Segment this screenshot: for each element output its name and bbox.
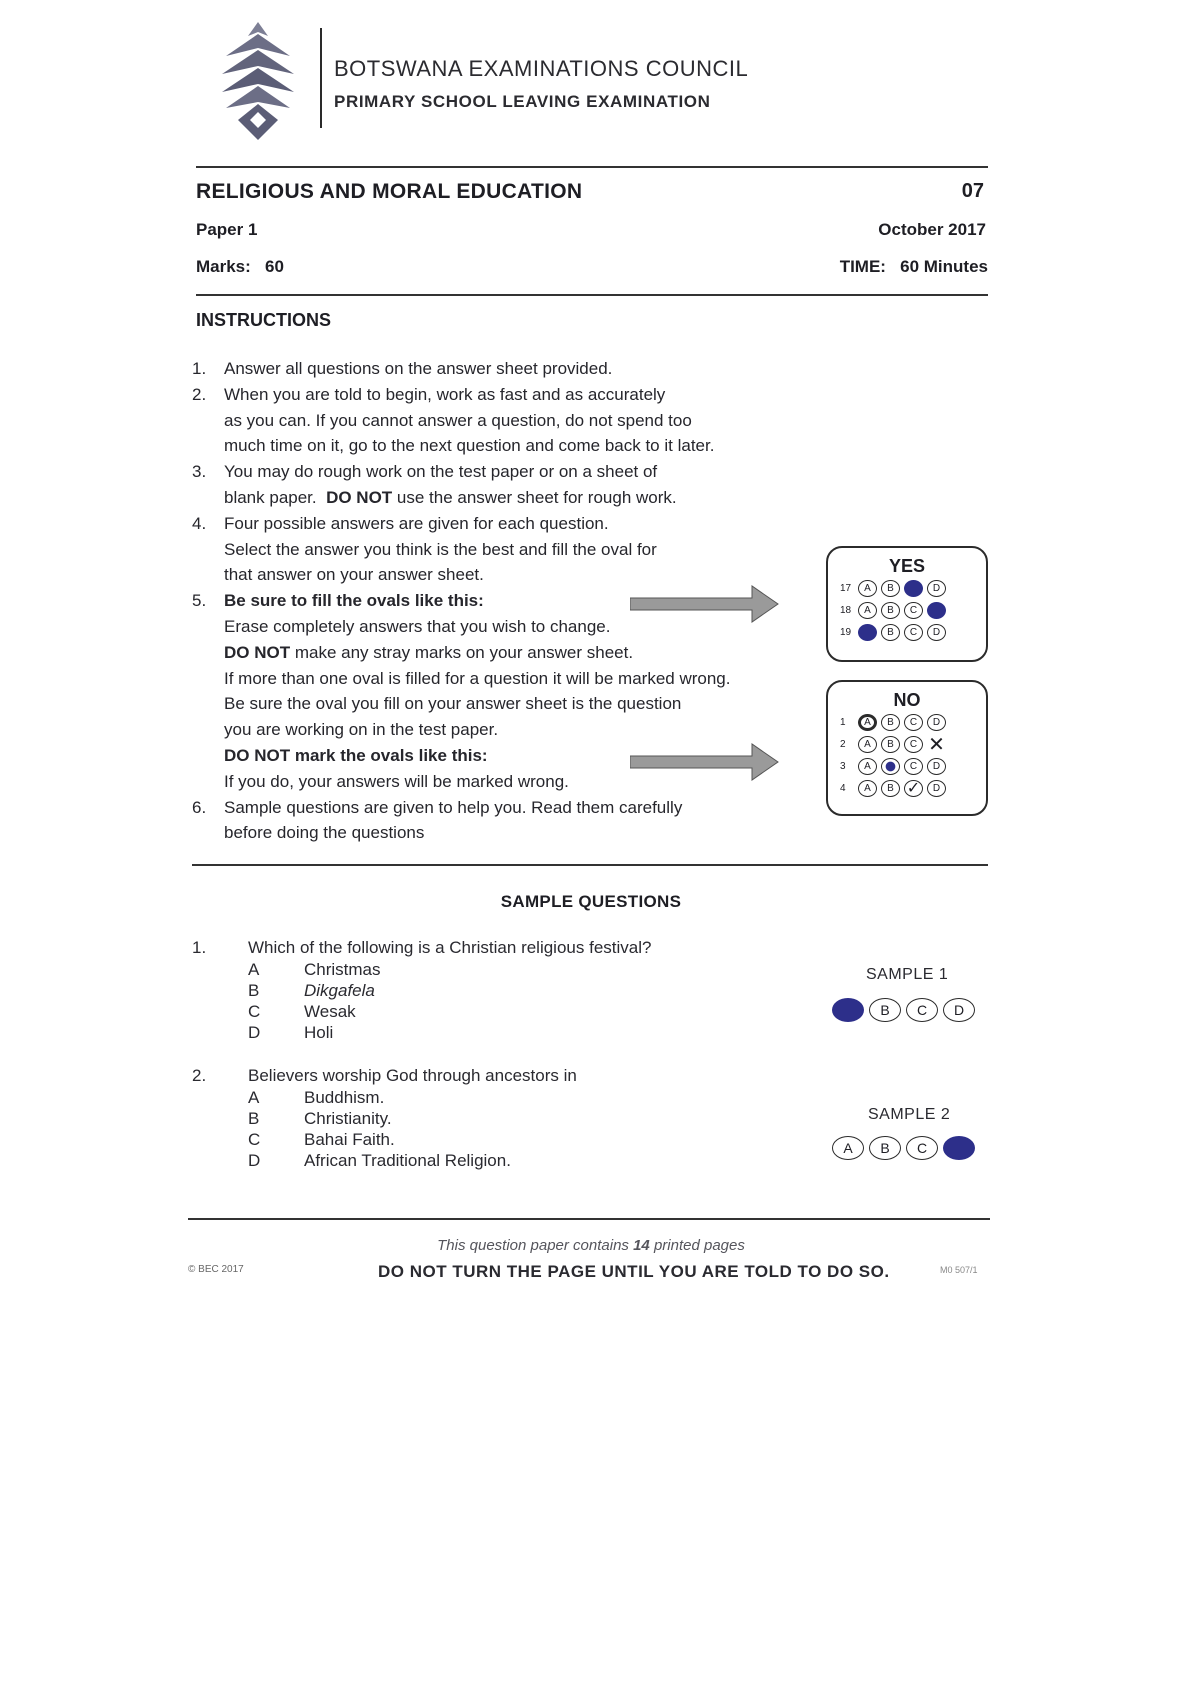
answer-oval: D xyxy=(927,580,946,597)
instruction-text: Be sure the oval you fill on your answer sheet is the question xyxy=(224,694,682,714)
no-row xyxy=(840,755,986,777)
answer-oval: B xyxy=(881,714,900,731)
answer-option xyxy=(248,1151,511,1171)
instruction-number: 5. xyxy=(192,591,207,611)
paper-reference: M0 507/1 xyxy=(940,1265,978,1275)
yes-row xyxy=(840,621,986,643)
answer-oval: D xyxy=(927,624,946,641)
marks-info xyxy=(196,257,284,277)
answer-bubble: A xyxy=(832,1136,864,1160)
answer-oval: C xyxy=(904,758,923,775)
organization-name: BOTSWANA EXAMINATIONS COUNCIL xyxy=(334,56,749,81)
instruction-text: Erase completely answers that you wish to change. xyxy=(224,616,611,636)
row-number: 18 xyxy=(840,604,852,616)
answer-option xyxy=(248,960,381,980)
option-text: Christmas xyxy=(304,960,381,979)
rule-instructions-end xyxy=(192,864,988,866)
instruction-text: Answer all questions on the answer sheet provided. xyxy=(224,359,613,378)
instruction-number: 6. xyxy=(192,797,207,817)
answer-oval: C xyxy=(904,736,923,753)
answer-oval: C xyxy=(904,624,923,641)
page-count-number: 14 xyxy=(633,1237,650,1254)
row-number: 17 xyxy=(840,582,852,594)
no-row xyxy=(840,711,986,733)
answer-oval: D xyxy=(927,780,946,797)
option-text: African Traditional Religion. xyxy=(304,1151,511,1170)
option-letter: D xyxy=(248,1023,261,1042)
instruction-emphasis: DO NOT xyxy=(326,487,393,507)
instruction-text-part: blank paper. xyxy=(224,487,327,507)
answer-oval: B xyxy=(881,624,900,641)
answer-oval: A xyxy=(858,758,877,775)
option-letter: D xyxy=(248,1151,261,1170)
paper-number: Paper 1 xyxy=(196,220,258,239)
arrow-right-icon xyxy=(630,584,780,624)
exam-date: October 2017 xyxy=(878,220,986,239)
answer-option xyxy=(248,1002,356,1022)
instruction-emphasis: DO NOT xyxy=(224,745,291,765)
instruction-text: If you do, your answers will be marked wrong. xyxy=(224,771,569,791)
option-text: Wesak xyxy=(304,1002,356,1021)
row-number: 19 xyxy=(840,626,852,638)
answer-oval-filled xyxy=(904,580,923,597)
option-letter: C xyxy=(248,1002,261,1021)
instruction-text-part: use the answer sheet for rough work. xyxy=(392,487,677,507)
answer-bubble: B xyxy=(869,1136,901,1160)
question-number: 1. xyxy=(192,938,207,957)
instruction-emphasis: DO NOT xyxy=(224,642,291,662)
row-number: 2 xyxy=(840,738,846,750)
answer-oval-filled xyxy=(858,624,877,641)
yes-title: YES xyxy=(888,556,926,576)
option-letter: B xyxy=(248,981,260,1000)
subject-title: RELIGIOUS AND MORAL EDUCATION xyxy=(196,180,583,203)
yes-row xyxy=(840,599,986,621)
answer-bubble: C xyxy=(906,998,938,1022)
option-letter: C xyxy=(248,1130,261,1149)
instruction-number: 3. xyxy=(192,462,207,482)
sample-1-bubbles xyxy=(832,998,980,1022)
instruction-text: Be sure to fill the ovals like this: xyxy=(224,591,484,611)
instruction-item xyxy=(192,795,812,847)
marks-label: Marks: xyxy=(196,257,251,276)
instruction-text xyxy=(224,640,812,666)
answer-option xyxy=(248,1088,384,1108)
rule-top xyxy=(196,166,988,168)
instruction-item xyxy=(192,511,812,588)
answer-oval: D xyxy=(927,758,946,775)
do-not-turn-warning: DO NOT TURN THE PAGE UNTIL YOU ARE TOLD TO DO SO. xyxy=(378,1262,890,1281)
page-count-note xyxy=(0,1237,1182,1254)
instruction-text-part: make any stray marks on your answer sheet. xyxy=(290,642,634,662)
instruction-text xyxy=(224,485,812,511)
answer-option xyxy=(248,1109,392,1129)
answer-oval: A xyxy=(858,580,877,597)
answer-bubble: B xyxy=(869,998,901,1022)
row-number: 4 xyxy=(840,782,846,794)
answer-oval: C xyxy=(904,602,923,619)
cross-mark-icon: ✕ xyxy=(928,733,945,756)
instruction-text: Select the answer you think is the best and fill the oval for xyxy=(224,539,657,559)
sample-2-label: SAMPLE 2 xyxy=(868,1106,951,1123)
yes-row xyxy=(840,577,986,599)
yes-example-box xyxy=(826,546,988,662)
answer-oval: A xyxy=(858,602,877,619)
answer-option xyxy=(248,1023,333,1043)
answer-bubble-filled xyxy=(832,998,864,1022)
answer-oval-partial xyxy=(881,758,900,775)
question-stem: Believers worship God through ancestors in xyxy=(248,1066,577,1085)
question-number: 2. xyxy=(192,1066,207,1085)
no-example-box xyxy=(826,680,988,816)
instruction-text: You may do rough work on the test paper or on a sheet of xyxy=(224,462,658,482)
rule-footer xyxy=(188,1218,990,1220)
instruction-item xyxy=(192,356,812,382)
sample-1-label: SAMPLE 1 xyxy=(866,966,949,983)
option-text: Bahai Faith. xyxy=(304,1130,395,1149)
copyright: © BEC 2017 xyxy=(188,1264,244,1275)
answer-oval: C xyxy=(904,714,923,731)
instruction-text-part: mark the ovals like this: xyxy=(290,745,488,765)
rule-info xyxy=(196,294,988,296)
instruction-text: Four possible answers are given for each question. xyxy=(224,513,609,533)
instruction-number: 4. xyxy=(192,513,207,533)
instruction-text: that answer on your answer sheet. xyxy=(224,565,484,585)
instruction-text: before doing the questions xyxy=(224,823,425,843)
examination-name: PRIMARY SCHOOL LEAVING EXAMINATION xyxy=(334,92,711,111)
row-number: 3 xyxy=(840,760,846,772)
answer-oval-circled: A xyxy=(858,714,877,731)
option-letter: B xyxy=(248,1109,260,1128)
subject-code: 07 xyxy=(961,180,984,202)
instruction-item xyxy=(192,382,812,459)
instruction-text: you are working on in the test paper. xyxy=(224,720,499,740)
page-count-text: printed pages xyxy=(649,1237,745,1254)
answer-bubble: D xyxy=(943,998,975,1022)
row-number: 1 xyxy=(840,716,846,728)
answer-oval: A xyxy=(858,780,877,797)
option-text: Buddhism. xyxy=(304,1088,385,1107)
instruction-text: as you can. If you cannot answer a question, do not spend too xyxy=(224,410,692,430)
sample-question-1 xyxy=(192,938,752,1048)
no-row xyxy=(840,777,986,799)
header-divider xyxy=(320,28,322,128)
answer-option xyxy=(248,1130,395,1150)
instruction-item xyxy=(192,459,812,511)
option-letter: A xyxy=(248,960,260,979)
instruction-text: much time on it, go to the next question and come back to it later. xyxy=(224,436,715,456)
arrow-right-icon xyxy=(630,742,780,782)
answer-bubble: C xyxy=(906,1136,938,1160)
instruction-number: 2. xyxy=(192,384,207,404)
answer-oval: D xyxy=(927,714,946,731)
question-stem: Which of the following is a Christian religious festival? xyxy=(248,938,652,957)
option-letter: A xyxy=(248,1088,260,1107)
answer-oval: B xyxy=(881,580,900,597)
time-value: 60 Minutes xyxy=(900,257,988,276)
option-text: Holi xyxy=(304,1023,334,1042)
answer-bubble-filled xyxy=(943,1136,975,1160)
instructions-title: INSTRUCTIONS xyxy=(196,310,331,330)
no-row xyxy=(840,733,986,755)
sample-questions-title: SAMPLE QUESTIONS xyxy=(500,892,682,911)
answer-option xyxy=(248,981,375,1001)
instruction-text: If more than one oval is filled for a question it will be marked wrong. xyxy=(224,668,731,688)
bec-logo-icon xyxy=(218,22,298,140)
time-info xyxy=(840,257,988,277)
instruction-text: Sample questions are given to help you. Read them carefully xyxy=(224,797,683,817)
sample-2-bubbles xyxy=(832,1136,980,1160)
answer-oval: B xyxy=(881,780,900,797)
instruction-number: 1. xyxy=(192,359,207,378)
answer-oval-filled xyxy=(927,602,946,619)
time-label: TIME: xyxy=(839,257,886,276)
instruction-text: When you are told to begin, work as fast and as accurately xyxy=(224,384,666,404)
sample-question-2 xyxy=(192,1066,752,1176)
check-mark-icon: ✓ xyxy=(904,780,923,797)
marks-value: 60 xyxy=(264,257,284,276)
page-count-text: This question paper contains xyxy=(437,1237,634,1254)
option-text: Christianity. xyxy=(304,1109,392,1128)
answer-oval: A xyxy=(858,736,877,753)
option-text: Dikgafela xyxy=(304,981,375,1000)
answer-oval: B xyxy=(881,736,900,753)
no-title: NO xyxy=(893,690,921,710)
answer-oval: B xyxy=(881,602,900,619)
